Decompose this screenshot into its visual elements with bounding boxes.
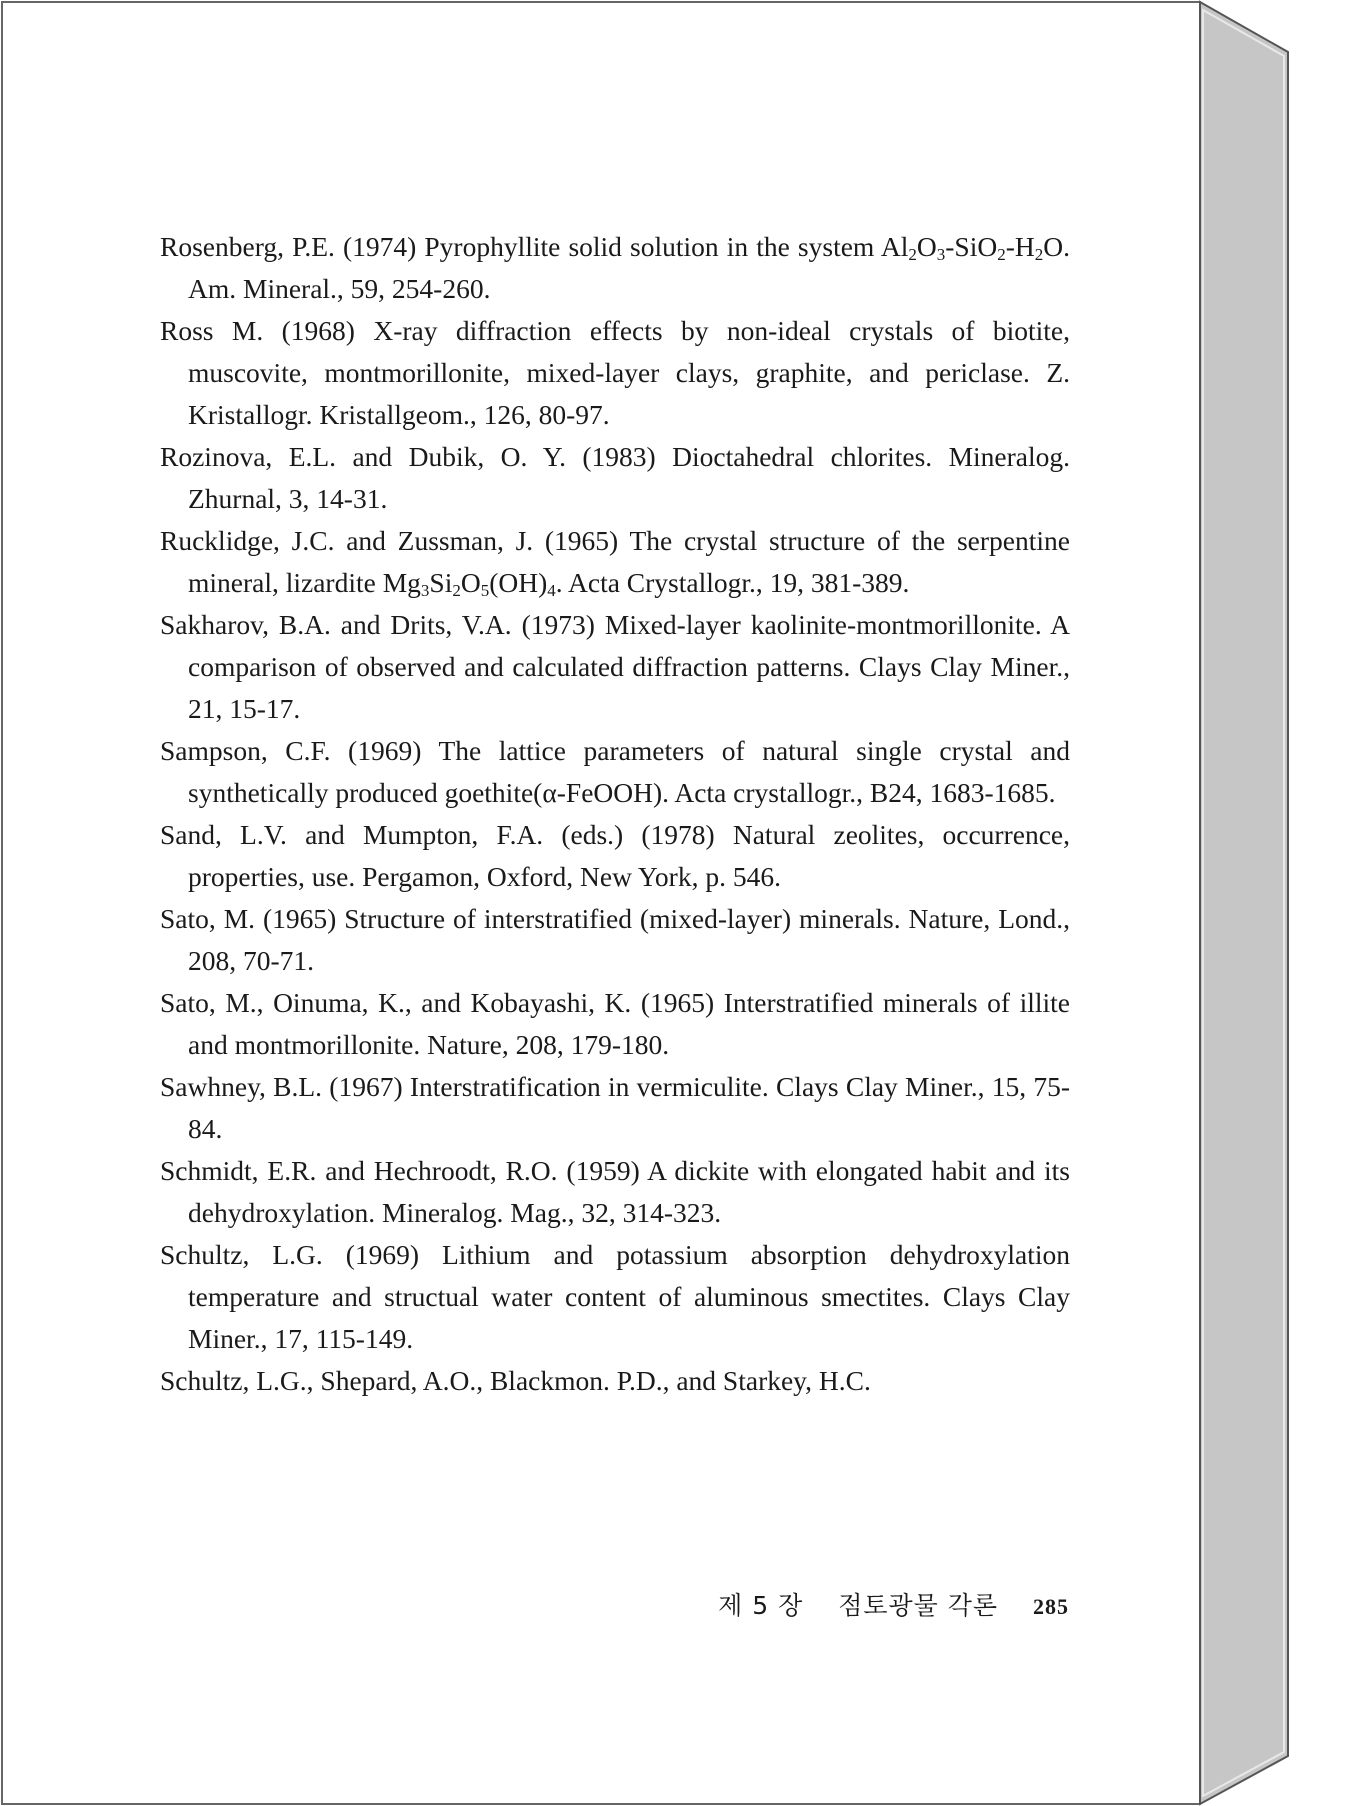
reference-text: Si: [429, 567, 453, 598]
subscript: 3: [936, 245, 946, 264]
reference-text: Sato, M. (1965) Structure of interstratified (mixed-layer) minerals. Nature, Lond., 208, 70-71.: [160, 903, 1070, 976]
reference-text: Sawhney, B.L. (1967) Interstratification in vermiculite. Clays Clay Miner., 15, 75-84.: [160, 1071, 1070, 1144]
reference-text: O: [916, 231, 937, 262]
reference-entry: [160, 814, 1070, 898]
reference-entry: [160, 604, 1070, 730]
reference-entry: [160, 1150, 1070, 1234]
reference-entry: [160, 982, 1070, 1066]
reference-text: (OH): [489, 567, 548, 598]
reference-text: -H: [1005, 231, 1035, 262]
reference-entry: [160, 730, 1070, 814]
reference-entry: [160, 226, 1070, 310]
subscript: 3: [420, 581, 430, 600]
reference-text: Sand, L.V. and Mumpton, F.A. (eds.) (1978) Natural zeolites, occurrence, properties, use. Pergamon, Oxford, New York, p. 546.: [160, 819, 1070, 892]
reference-text: Sampson, C.F. (1969) The lattice parameters of natural single crystal and synthetically produced goethite(α-FeOOH). Acta crystallogr., B24, 1683-1685.: [160, 735, 1070, 808]
reference-entry: [160, 520, 1070, 604]
reference-text: -SiO: [945, 231, 998, 262]
chapter-label: 제 5 장: [718, 1591, 804, 1620]
reference-text: Rozinova, E.L. and Dubik, O. Y. (1983) Dioctahedral chlorites. Mineralog. Zhurnal, 3, 14-31.: [160, 441, 1070, 514]
subscript: 2: [1034, 245, 1044, 264]
reference-text: Sato, M., Oinuma, K., and Kobayashi, K. (1965) Interstratified minerals of illite and montmorillonite. Nature, 208, 179-180.: [160, 987, 1070, 1060]
reference-entry: [160, 1066, 1070, 1150]
reference-text: Ross M. (1968) X-ray diffraction effects by non-ideal crystals of biotite, muscovite, montmorillonite, mixed-layer clays, graphite, and periclase. Z. Kristallogr. Kristallgeom., 126, 80-97.: [160, 315, 1070, 430]
subscript: 4: [547, 581, 556, 600]
chapter-title: 점토광물 각론: [838, 1591, 999, 1620]
reference-text: Schultz, L.G. (1969) Lithium and potassium absorption dehydroxylation temperature and structual water content of aluminous smectites. Clays Clay Miner., 17, 115-149.: [160, 1239, 1070, 1354]
reference-entry: [160, 436, 1070, 520]
subscript: 5: [480, 581, 490, 600]
reference-text: Rosenberg, P.E. (1974) Pyrophyllite solid solution in the system Al: [160, 231, 909, 262]
page-footer: [718, 1586, 1069, 1622]
reference-text: O: [460, 567, 481, 598]
reference-text: . Acta Crystallogr., 19, 381-389.: [555, 567, 910, 598]
reference-list: [160, 226, 1070, 1402]
reference-text: Sakharov, B.A. and Drits, V.A. (1973) Mixed-layer kaolinite-montmorillonite. A comparison of observed and calculated diffraction patterns. Clays Clay Miner., 21, 15-17.: [160, 609, 1070, 724]
page-number: 285: [1033, 1594, 1069, 1619]
reference-entry: [160, 310, 1070, 436]
book-edge: [1200, 2, 1288, 1804]
reference-text: Schultz, L.G., Shepard, A.O., Blackmon. P.D., and Starkey, H.C.: [160, 1365, 871, 1396]
subscript: 2: [908, 245, 917, 264]
reference-text: O. Am. Mineral., 59, 254-260.: [188, 231, 1070, 304]
subscript: 2: [997, 245, 1006, 264]
reference-entry: [160, 1234, 1070, 1360]
reference-entry: [160, 1360, 1070, 1402]
reference-entry: [160, 898, 1070, 982]
reference-text: Rucklidge, J.C. and Zussman, J. (1965) The crystal structure of the serpentine mineral, lizardite Mg: [160, 525, 1070, 598]
subscript: 2: [452, 581, 461, 600]
reference-text: Schmidt, E.R. and Hechroodt, R.O. (1959) A dickite with elongated habit and its dehydroxylation. Mineralog. Mag., 32, 314-323.: [160, 1155, 1070, 1228]
